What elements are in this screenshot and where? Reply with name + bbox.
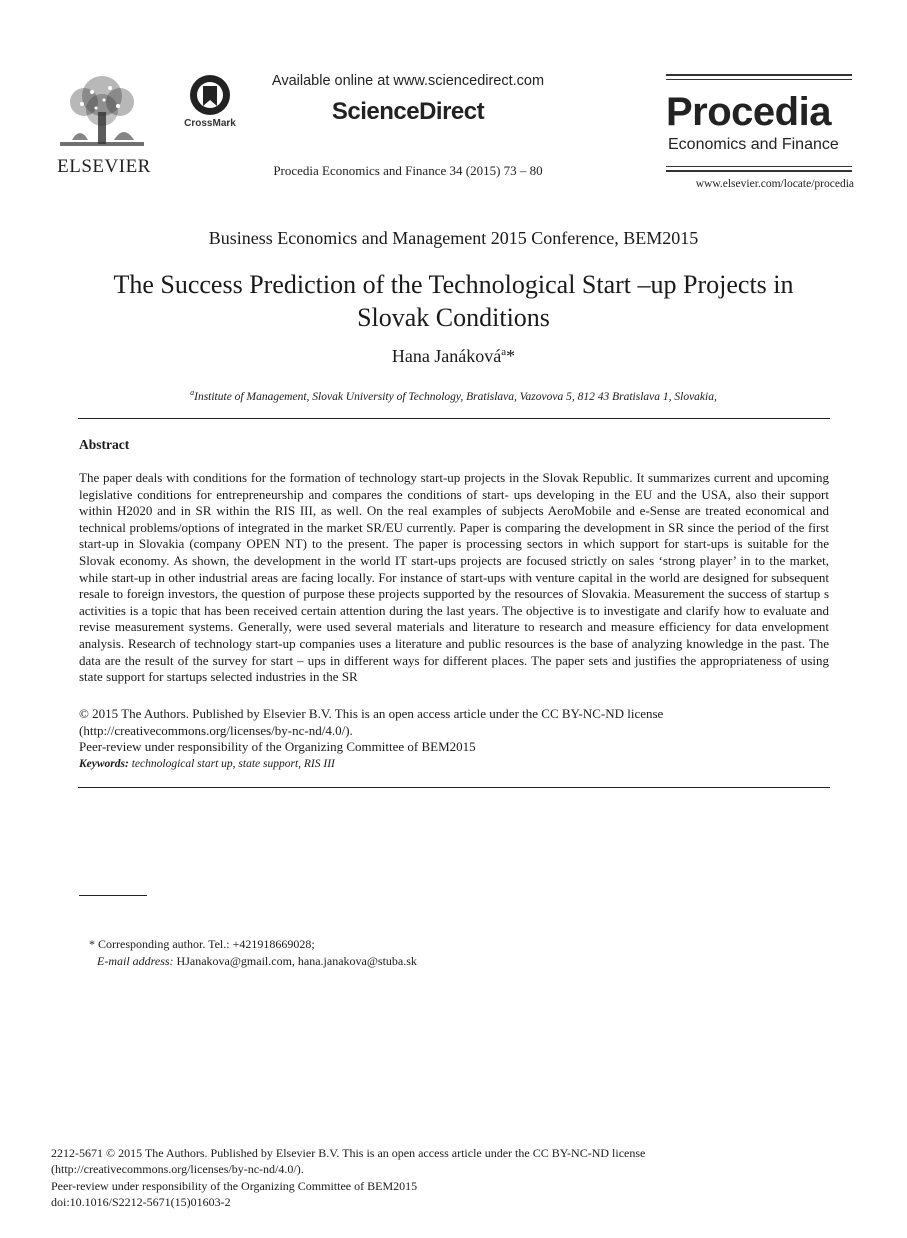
bottom-line: 2212-5671 © 2015 The Authors. Published by Elsevier B.V. This is an open access article under the CC BY-NC-ND license [51, 1146, 646, 1160]
license-notice [79, 706, 829, 739]
procedia-url[interactable]: www.elsevier.com/locate/procedia [695, 178, 854, 190]
available-online-text: Available online at www.sciencedirect.com [271, 73, 545, 89]
bottom-copyright [51, 1145, 811, 1210]
author-affiliation-mark: a [501, 346, 507, 358]
crossmark-label: CrossMark [184, 118, 236, 129]
license-line: © 2015 The Authors. Published by Elsevier B.V. This is an open access article under the CC BY-NC-ND license [79, 706, 664, 721]
masthead-rule [666, 79, 852, 80]
elsevier-logo [52, 74, 152, 178]
title-line: The Success Prediction of the Technological Start –up Projects in [113, 270, 794, 299]
license-link[interactable]: (http://creativecommons.org/licenses/by-nc-nd/4.0/). [79, 722, 353, 738]
paper-title [60, 268, 847, 334]
affiliation-mark: a [190, 388, 195, 397]
email-label: E-mail address: [97, 954, 174, 968]
procedia-subtitle: Economics and Finance [668, 136, 839, 153]
bottom-link[interactable]: (http://creativecommons.org/licenses/by-nc-nd/4.0/). [51, 1162, 304, 1177]
keywords-label: Keywords: [79, 758, 129, 770]
peer-review-note: Peer-review under responsibility of the Organizing Committee of BEM2015 [79, 739, 476, 754]
abstract-body: The paper deals with conditions for the formation of technology start-up projects in the Slovak Republic. It summarizes current and upcoming legislative conditions for entrepreneurship and compares the conditions of start- ups developing in the EU and the USA, also their support within H2020 and in SR within the RIS III, as well. On the real examples of subjects AeroMobile and e-Sense are treated economical and technical problems/options of integrated in the market SR/EU currently. Paper is comparing the development in SR since the period of the first start-up in Slovakia (company OPEN NT) to the present. The paper is processing sectors in which support for start-ups is suitable for the Slovak economy. As shown, the development in the world IT start-ups projects are focused strictly on sales ‘strong player’ in to the market, while start-up in other industrial areas are facing locally. For instance of start-ups with venture capital in the world are designed for subsequent resale to foreign investors, the question of purpose these projects supported by the resources of Slovakia. Measurement the success of startup s activities is a topic that has been received certain attention during the last years. The objective is to investigate and clarify how to evaluate and revise measurement systems. Generally, were used several materials and literature to research and measure efficiency for data envelopment analysis. Research of technology start-up companies uses a literature and public resources is the base of analyzing knowledge in the past. The data are the result of the survey for start – ups in different ways for different places. The paper sets and justifies the appropriateness of using state support for startups selected industries in the SR [79, 470, 829, 685]
email-address [97, 954, 417, 969]
keywords-text: technological start up, state support, RIS III [131, 758, 335, 770]
masthead-rule [666, 74, 852, 76]
title-line: Slovak Conditions [357, 303, 550, 332]
elsevier-wordmark: ELSEVIER [57, 156, 151, 177]
masthead-rule [666, 166, 852, 167]
corresponding-mark: * [506, 346, 516, 366]
conference-name: Business Economics and Management 2015 Conference, BEM2015 [208, 228, 699, 248]
divider [78, 787, 830, 788]
email-value[interactable]: HJanakova@gmail.com, hana.janakova@stuba.sk [176, 954, 417, 968]
crossmark-icon [178, 74, 242, 118]
procedia-title: Procedia [666, 90, 831, 134]
crossmark-badge[interactable] [178, 74, 242, 134]
divider [78, 418, 830, 419]
affiliation [0, 388, 907, 403]
elsevier-tree-icon [52, 74, 152, 154]
author-line [0, 346, 907, 367]
corresponding-author: * Corresponding author. Tel.: +421918669028; [89, 937, 315, 951]
sciencedirect-logo: ScienceDirect [331, 98, 485, 125]
doi[interactable]: doi:10.1016/S2212-5671(15)01603-2 [51, 1194, 231, 1209]
masthead-rule [666, 170, 852, 172]
abstract-heading: Abstract [79, 437, 130, 452]
procedia-masthead [666, 74, 854, 192]
journal-reference: Procedia Economics and Finance 34 (2015) 73 – 80 [273, 163, 543, 178]
keywords [79, 758, 335, 770]
author-name: Hana Janáková [391, 346, 502, 366]
affiliation-text: Institute of Management, Slovak University of Technology, Bratislava, Vazovova 5, 812 43 Bratislava 1, Slovakia, [194, 390, 717, 403]
bottom-line: Peer-review under responsibility of the Organizing Committee of BEM2015 [51, 1178, 418, 1193]
footnote-rule [79, 895, 147, 896]
